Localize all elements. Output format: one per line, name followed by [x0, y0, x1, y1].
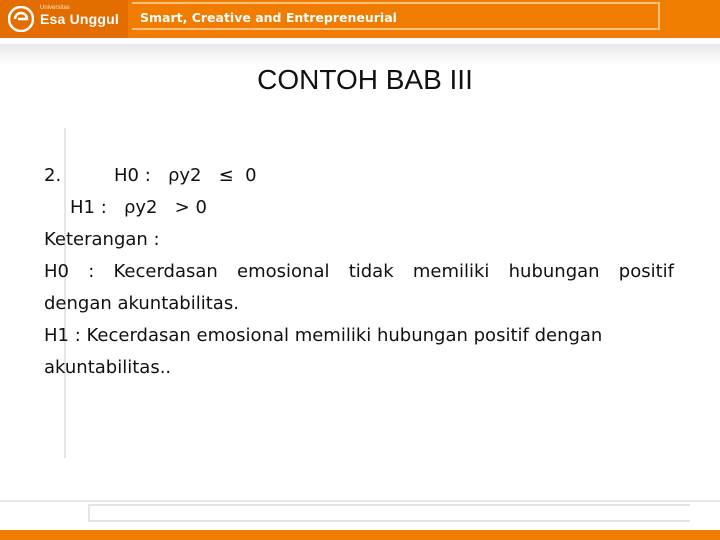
footer-bar — [0, 530, 720, 540]
logo-name: Esa Unggul — [40, 11, 120, 27]
footer-line — [0, 500, 720, 502]
university-logo-icon — [8, 6, 34, 32]
hypothesis-h1: H1 : ρy2 > 0 — [70, 197, 207, 218]
slide-title: CONTOH BAB III — [257, 64, 473, 95]
h0-description: H0 : Kecerdasan emosional tidak memiliki hubungan positif — [44, 261, 674, 282]
keterangan-label: Keterangan : — [44, 229, 160, 250]
logo-subtitle: Universitas — [40, 5, 70, 11]
hypothesis-h0: H0 : ρy2 ≤ 0 — [114, 165, 257, 186]
hypothesis-h1-line — [44, 192, 674, 224]
h1-description: H1 : Kecerdasan emosional memiliki hubungan positif dengan akuntabilitas.. — [44, 325, 603, 378]
slide-top-shade — [0, 44, 720, 66]
hypothesis-h0-line — [44, 160, 674, 192]
hypothesis-number: 2. — [44, 165, 62, 186]
footer-frame — [88, 504, 690, 522]
header-tagline: Smart, Creative and Entrepreneurial — [140, 10, 397, 25]
h0-description-cont: dengan akuntabilitas. — [44, 293, 239, 314]
slide-body — [44, 160, 674, 384]
logo — [0, 0, 128, 38]
